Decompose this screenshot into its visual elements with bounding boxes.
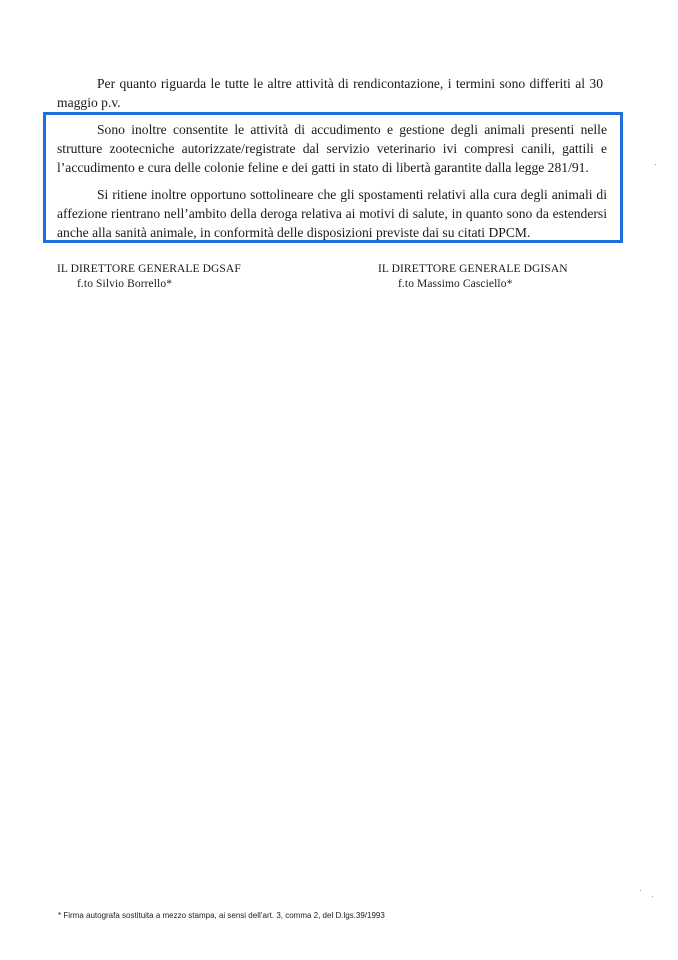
paragraph-accudimento: Sono inoltre consentite le attività di accudimento e gestione degli animali presenti nelle strutture zootecniche autorizzate/registrate dal servizio veterinario ivi compresi canili, gattili e l’accudimento e cura delle colonie feline e dei gatti in stato di libertà garantite dalla legge 281/91. xyxy=(57,122,607,175)
paragraph-rendicontazione: Per quanto riguarda le tutte le altre attività di rendicontazione, i termini sono differiti al 30 maggio p.v. xyxy=(57,76,603,110)
signature-block-dgisan xyxy=(378,262,568,292)
scan-speck xyxy=(652,896,653,897)
scan-speck xyxy=(655,164,656,165)
signature-name: f.to Silvio Borrello* xyxy=(77,278,173,290)
signature-role: IL DIRETTORE GENERALE DGISAN xyxy=(378,263,568,275)
scan-speck xyxy=(640,890,641,891)
signature-block-dgsaf xyxy=(57,262,241,292)
paragraph-spostamenti: Si ritiene inoltre opportuno sottolineare che gli spostamenti relativi alla cura degli animali di affezione rientrano nell’ambito della deroga relativa ai motivi di salute, in quanto sono da estendersi anche alla sanità animale, in conformità delle disposizioni previste dai su citati DPCM. xyxy=(57,187,607,240)
signature-role: IL DIRETTORE GENERALE DGSAF xyxy=(57,263,241,275)
signature-name: f.to Massimo Casciello* xyxy=(398,278,513,290)
footnote: * Firma autografa sostituita a mezzo stampa, ai sensi dell’art. 3, comma 2, del D.lgs.39/1993 xyxy=(58,911,385,920)
